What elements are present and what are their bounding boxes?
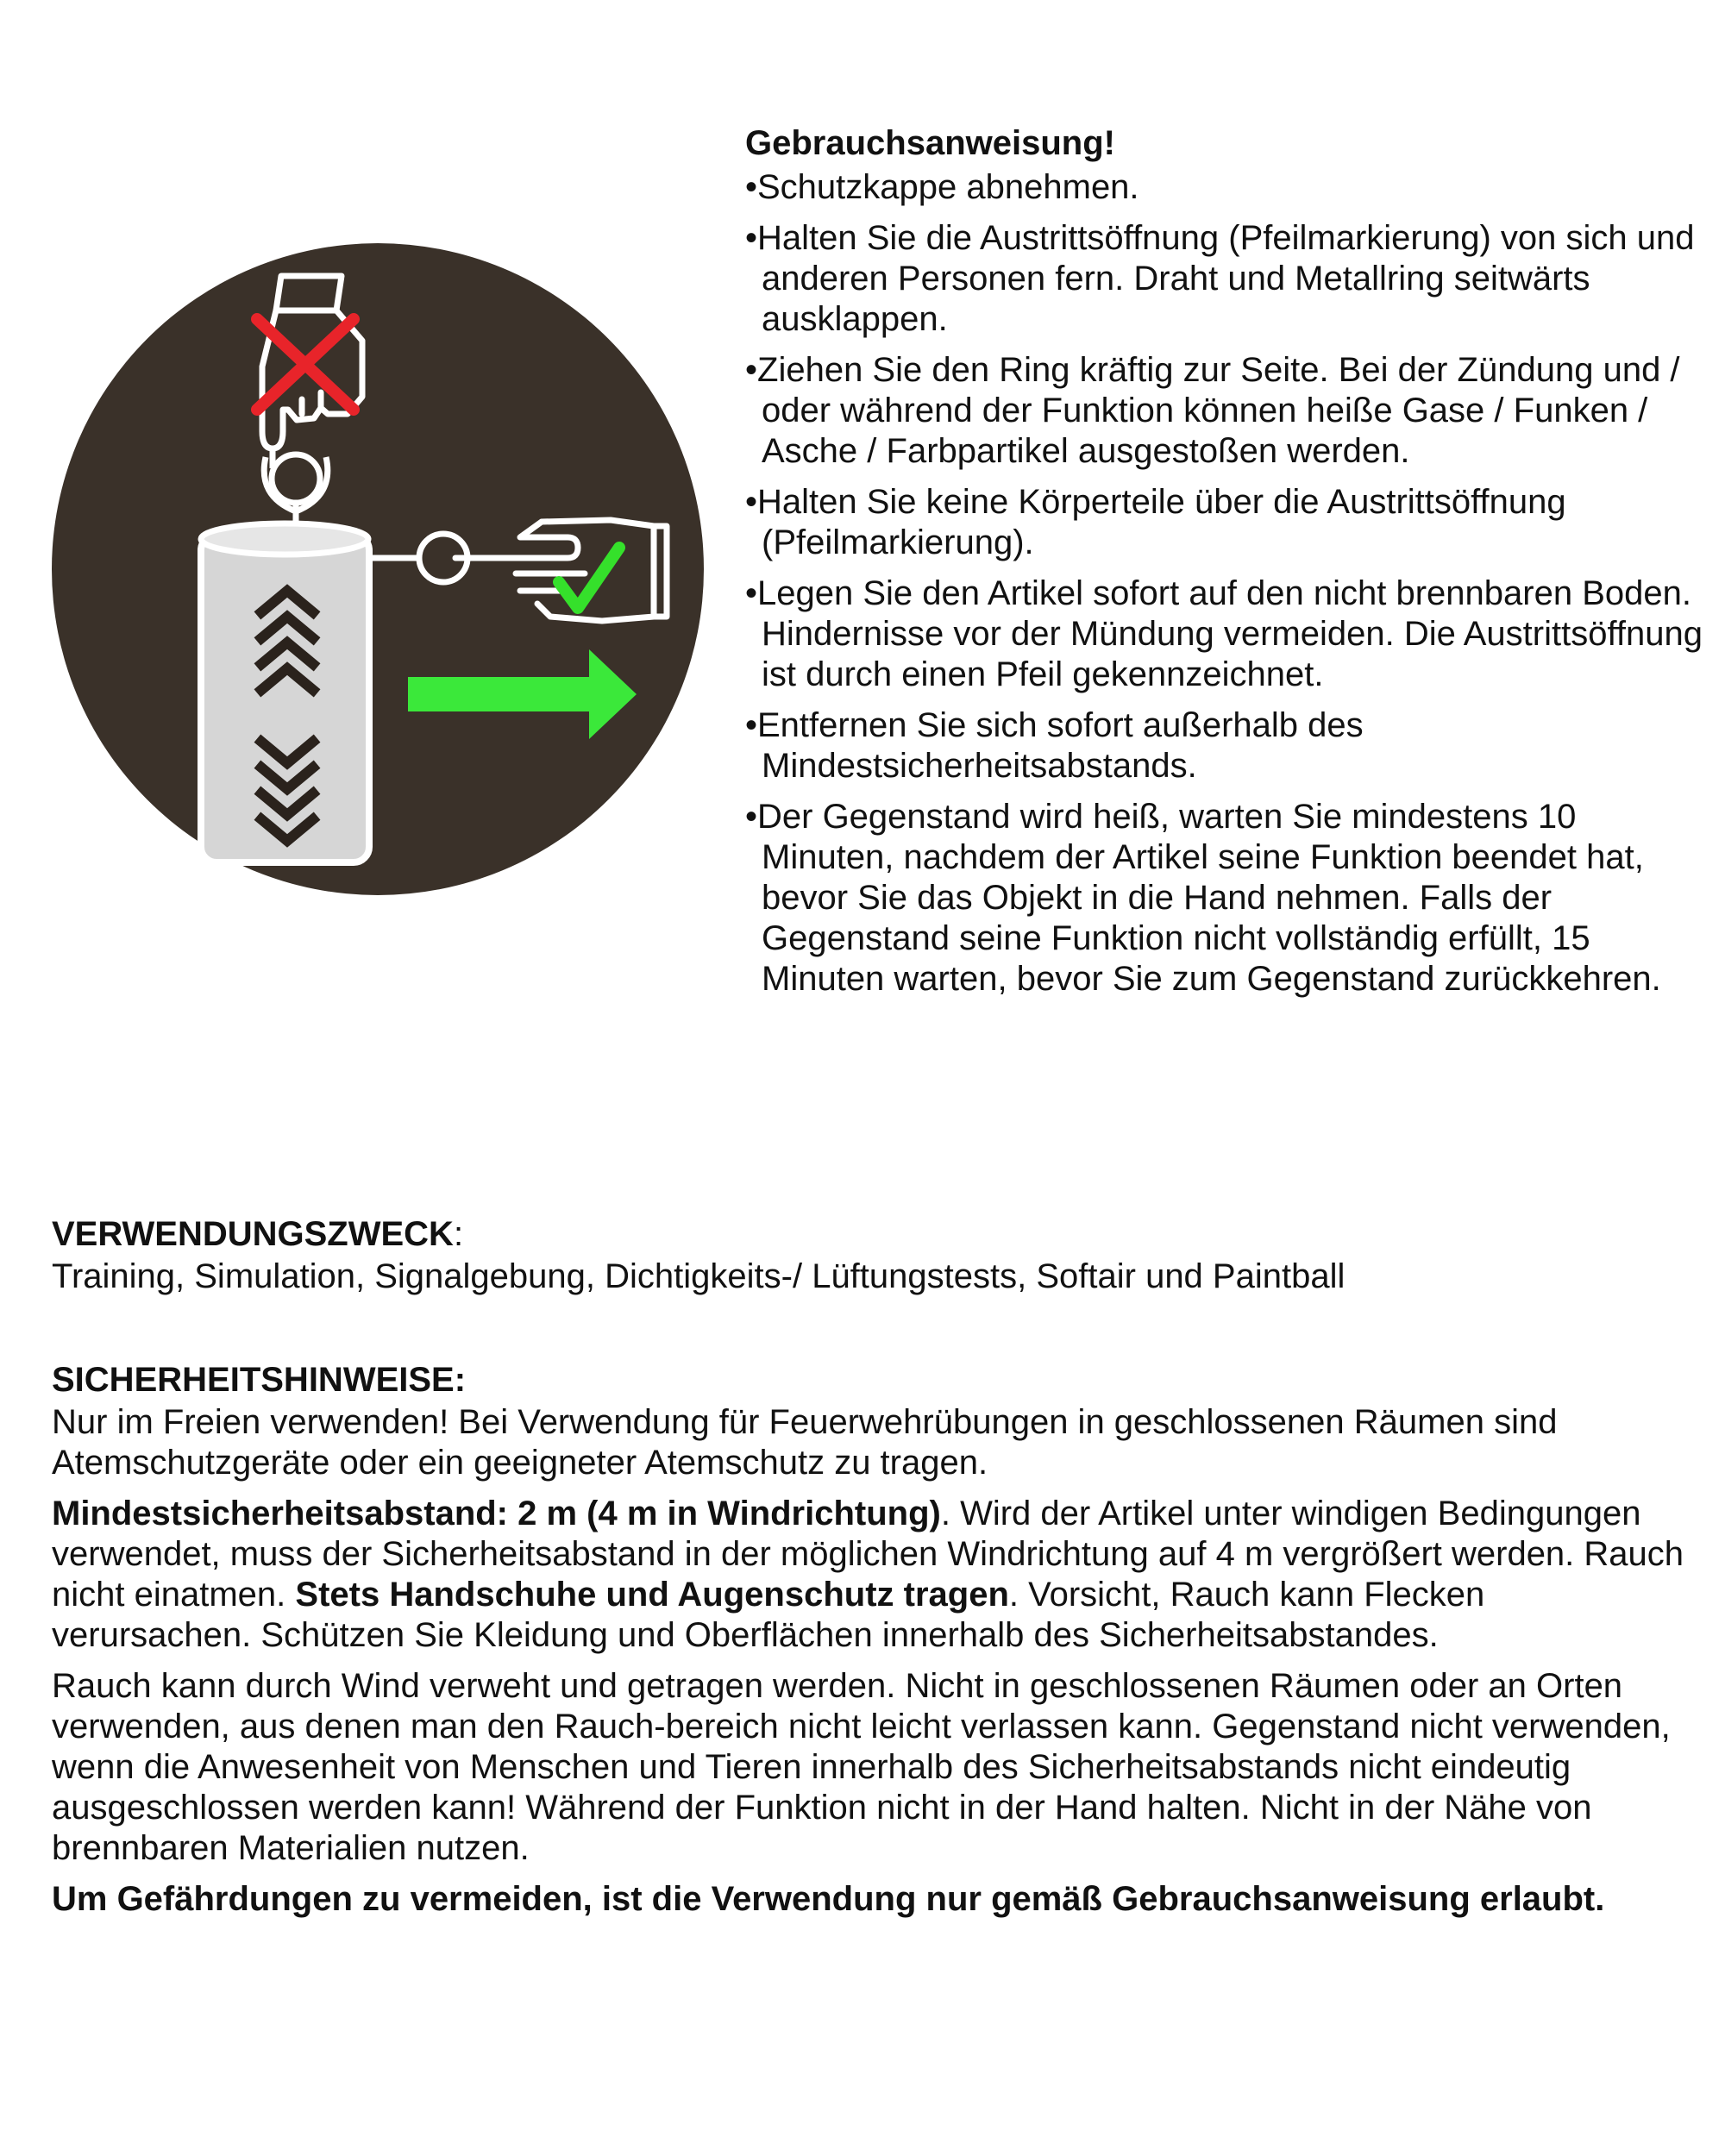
safety-paragraph-2 (52, 1494, 1690, 1656)
safety-paragraph-1: Nur im Freien verwenden! Bei Verwendung für Feuerwehrübungen in geschlossenen Räumen sind Atemschutzgeräte oder ein geeigneter Atemschutz zu tragen. (52, 1403, 1558, 1482)
purpose-text: Training, Simulation, Signalgebung, Dichtigkeits-/ Lüftungstests, Softair und Paintball (52, 1257, 1346, 1295)
instructions-heading: Gebrauchsanweisung! (745, 124, 1115, 162)
lower-sections (52, 1212, 1690, 1930)
safety-distance-bold: Mindestsicherheitsabstand: 2 m (4 m in Windrichtung) (52, 1495, 941, 1532)
instruction-item: •Halten Sie keine Körperteile über die Austrittsöffnung (Pfeilmarkierung). (745, 483, 1566, 561)
purpose-title-colon: : (453, 1215, 464, 1253)
usage-instructions (745, 121, 1703, 1010)
instruction-item: •Schutzkappe abnehmen. (745, 168, 1139, 206)
purpose-section (52, 1212, 1690, 1297)
instruction-item: •Halten Sie die Austrittsöffnung (Pfeilmarkierung) von sich und anderen Personen fern. Draht und Metallring seitwärts ausklappen. (745, 219, 1695, 338)
safety-paragraph-3: Rauch kann durch Wind verweht und getragen werden. Nicht in geschlossenen Räumen oder an Orten verwenden, aus denen man den Rauch-bereich nicht leicht verlassen kann. Gegenstand nicht verwenden, wenn die Anwesenheit von Menschen und Tieren innerhalb des Sicherheitsabstands nicht eindeutig ausgeschlossen werden kann! Während der Funktion nicht in der Hand halten. Nicht in der Nähe von brennbaren Materialien nutzen. (52, 1667, 1671, 1867)
instruction-item: •Legen Sie den Artikel sofort auf den nicht brennbaren Boden. Hindernisse vor der Mündung vermeiden. Die Austrittsöffnung ist durch einen Pfeil gekennzeichnet. (745, 574, 1703, 693)
purpose-title-text: VERWENDUNGSZWECK (52, 1215, 454, 1253)
safety-title: SICHERHEITSHINWEISE: (52, 1361, 467, 1399)
instruction-item: •Ziehen Sie den Ring kräftig zur Seite. Bei der Zündung und / oder während der Funktion können heiße Gase / Funken / Asche / Farbpartikel ausgestoßen werden. (745, 351, 1680, 470)
purpose-title (52, 1212, 1690, 1257)
instruction-item: •Entfernen Sie sich sofort außerhalb des Mindestsicherheitsabstands. (745, 706, 1364, 785)
safety-paragraph-4 (52, 1879, 1690, 1920)
instruction-item: •Der Gegenstand wird heiß, warten Sie mindestens 10 Minuten, nachdem der Artikel seine Funktion beendet hat, bevor Sie das Objekt in die Hand nehmen. Falls der Gegenstand seine Funktion nicht vollständig erfüllt, 15 Minuten warten, bevor Sie zum Gegenstand zurückkehren. (745, 798, 1661, 998)
canister-icon (201, 523, 369, 862)
safety-distance-text: . Wird der Artikel unter windigen Bedingungen verwendet, muss der Sicherheitsabstand in der möglichen Windrichtung auf 4 m vergrößert werden. Rauch nicht einatmen. (52, 1495, 1684, 1614)
safety-section (52, 1357, 1690, 1920)
safety-stain-text: . Vorsicht, Rauch kann Flecken verursachen. Schützen Sie Kleidung und Oberflächen innerhalb des Sicherheitsabstandes. (52, 1576, 1485, 1654)
safety-final-warning: Um Gefährdungen zu vermeiden, ist die Verwendung nur gemäß Gebrauchsanweisung erlaubt. (52, 1880, 1605, 1918)
usage-illustration (50, 237, 706, 901)
safety-gloves-bold: Stets Handschuhe und Augenschutz tragen (295, 1576, 1009, 1614)
